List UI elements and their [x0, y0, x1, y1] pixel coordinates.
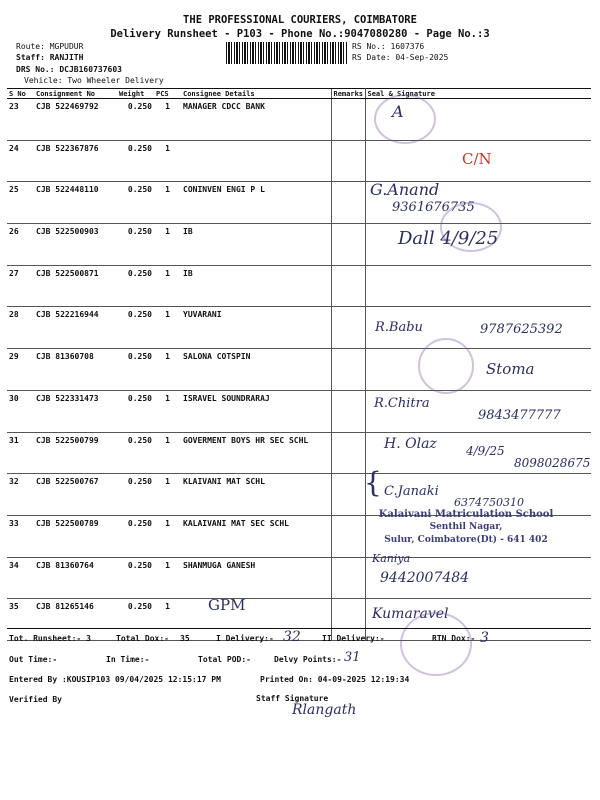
- school-stamp: [376, 508, 556, 547]
- cell-sno: 34: [7, 557, 34, 599]
- cell-sno: 30: [7, 390, 34, 432]
- col-pcs: PCS: [154, 89, 181, 99]
- cell-cno: CJB 522500789: [34, 515, 117, 557]
- cell-cno: CJB 522500767: [34, 474, 117, 516]
- table-header: [7, 89, 591, 99]
- entered-by: Entered By :KOUSIP103 09/04/2025 12:15:17 PM: [9, 675, 221, 684]
- row31-phone: 8098028675: [514, 456, 591, 470]
- row25-phone: 9361676735: [392, 200, 475, 215]
- col-remarks: Remarks: [331, 89, 365, 99]
- courier-stamp: [374, 94, 436, 144]
- cell-pcs: 1: [154, 557, 181, 599]
- table-row: [7, 224, 591, 266]
- cell-remarks: [331, 432, 365, 474]
- row23-signature: A: [392, 102, 404, 121]
- cell-consignee: YUVARANI: [181, 307, 331, 349]
- cell-remarks: [331, 140, 365, 182]
- verified-by: Verified By: [9, 695, 62, 704]
- delvy-points-label: Delvy Points:-: [274, 655, 342, 664]
- cell-pcs: 1: [154, 307, 181, 349]
- cell-weight: 0.250: [117, 557, 154, 599]
- table-row: [7, 182, 591, 224]
- cell-weight: 0.250: [117, 515, 154, 557]
- cell-consignee: IB: [181, 265, 331, 307]
- row26-signature: Dall 4/9/25: [398, 228, 499, 249]
- cell-consignee: IB: [181, 224, 331, 266]
- footer-stamp: [400, 612, 472, 676]
- barcode: [226, 42, 348, 64]
- cell-pcs: 1: [154, 432, 181, 474]
- col-seal-signature: Seal & Signature: [365, 89, 591, 99]
- i-delivery-value: 32: [283, 629, 301, 645]
- rs-date: RS Date: 04-Sep-2025: [352, 53, 449, 62]
- cell-consignee: SHANMUGA GANESH: [181, 557, 331, 599]
- ii-delivery-label: II Delivery:-: [322, 634, 385, 643]
- cell-sno: 23: [7, 99, 34, 141]
- cell-cno: CJB 522367876: [34, 140, 117, 182]
- cell-pcs: 1: [154, 515, 181, 557]
- cell-cno: CJB 522469792: [34, 99, 117, 141]
- row25-signature: G.Anand: [370, 180, 440, 199]
- row28-signature: R.Babu: [375, 320, 423, 335]
- row29-signature: Stoma: [486, 360, 535, 378]
- cell-remarks: [331, 307, 365, 349]
- cell-remarks: [331, 515, 365, 557]
- cell-pcs: 1: [154, 349, 181, 391]
- cell-remarks: [331, 390, 365, 432]
- cell-consignee: GOVERMENT BOYS HR SEC SCHL: [181, 432, 331, 474]
- cell-cno: CJB 522331473: [34, 390, 117, 432]
- cell-pcs: 1: [154, 182, 181, 224]
- cell-remarks: [331, 265, 365, 307]
- cell-consignee: ISRAVEL SOUNDRARAJ: [181, 390, 331, 432]
- cell-weight: 0.250: [117, 224, 154, 266]
- cell-sno: 33: [7, 515, 34, 557]
- school-stamp-line2: Senthil Nagar,: [429, 522, 503, 532]
- cell-consignee: KLAIVANI MAT SCHL: [181, 474, 331, 516]
- printed-on: Printed On: 04-09-2025 12:19:34: [260, 675, 410, 684]
- table-row: [7, 557, 591, 599]
- cell-consignee: SALONA COTSPIN: [181, 349, 331, 391]
- row24-cn: C/N: [462, 150, 492, 168]
- staff: Staff: RANJITH: [16, 53, 84, 62]
- row32-phone: 6374750310: [454, 496, 524, 509]
- cell-cno: CJB 522500871: [34, 265, 117, 307]
- vehicle: Vehicle: Two Wheeler Delivery: [24, 76, 164, 85]
- cell-weight: 0.250: [117, 432, 154, 474]
- cell-seal-signature: [365, 265, 591, 307]
- row35-gpm: GPM: [208, 596, 246, 614]
- cell-weight: 0.250: [117, 140, 154, 182]
- cell-weight: 0.250: [117, 265, 154, 307]
- cell-cno: CJB 81360708: [34, 349, 117, 391]
- i-delivery-label: I Delivery:-: [216, 634, 274, 643]
- cell-sno: 26: [7, 224, 34, 266]
- row32-signature: C.Janaki: [384, 484, 439, 499]
- cell-consignee: [181, 140, 331, 182]
- cell-sno: 28: [7, 307, 34, 349]
- in-time: In Time:-: [106, 655, 150, 664]
- cell-cno: CJB 522216944: [34, 307, 117, 349]
- cell-remarks: [331, 474, 365, 516]
- out-time: Out Time:-: [9, 655, 58, 664]
- route: Route: MGPUDUR: [16, 42, 84, 51]
- cell-pcs: 1: [154, 599, 181, 641]
- rtn-dox-label: RTN Dox:-: [432, 634, 476, 643]
- cell-remarks: [331, 224, 365, 266]
- company-title: THE PROFESSIONAL COURIERS, COIMBATORE: [183, 14, 417, 26]
- col-sno: S No: [7, 89, 34, 99]
- rs-number: RS No.: 1607376: [352, 42, 425, 51]
- cell-consignee: KALAIVANI MAT SEC SCHL: [181, 515, 331, 557]
- row31-date: 4/9/25: [466, 444, 505, 458]
- bracket-mark: {: [364, 466, 382, 499]
- school-stamp-line3: Sulur, Coimbatore(Dt) - 641 402: [384, 535, 548, 545]
- cell-pcs: 1: [154, 99, 181, 141]
- row34-name: Kaniya: [372, 552, 411, 565]
- cell-pcs: 1: [154, 390, 181, 432]
- col-consignee: Consignee Details: [181, 89, 331, 99]
- cell-sno: 27: [7, 265, 34, 307]
- cell-sno: 31: [7, 432, 34, 474]
- cell-consignee: MANAGER CDCC BANK: [181, 99, 331, 141]
- total-dox-label: Total Dox:-: [116, 634, 169, 643]
- total-dox-value: 35: [180, 634, 190, 643]
- cell-remarks: [331, 557, 365, 599]
- col-weight: Weight: [117, 89, 154, 99]
- cell-weight: 0.250: [117, 390, 154, 432]
- rtn-dox-value: 3: [480, 630, 489, 646]
- cell-cno: CJB 522500799: [34, 432, 117, 474]
- row30-signature: R.Chitra: [374, 396, 430, 411]
- row35-signature: Kumaravel: [372, 606, 449, 622]
- staff-signature: Rlangath: [292, 702, 357, 718]
- staff-signature-label: Staff Signature: [256, 694, 329, 703]
- cell-cno: CJB 522448110: [34, 182, 117, 224]
- cell-cno: CJB 522500903: [34, 224, 117, 266]
- col-consignment: Consignment No: [34, 89, 117, 99]
- cell-weight: 0.250: [117, 182, 154, 224]
- row34-phone: 9442007484: [380, 570, 470, 586]
- cell-sno: 25: [7, 182, 34, 224]
- cell-remarks: [331, 99, 365, 141]
- row31-signature: H. Olaz: [384, 436, 437, 452]
- cell-remarks: [331, 182, 365, 224]
- cell-cno: CJB 81265146: [34, 599, 117, 641]
- cell-sno: 24: [7, 140, 34, 182]
- delvy-points-value: 31: [344, 650, 361, 665]
- tot-runsheet: Tot. Runsheet:- 3: [9, 634, 91, 643]
- table-row: [7, 265, 591, 307]
- cell-consignee: CONINVEN ENGI P L: [181, 182, 331, 224]
- cell-remarks: [331, 349, 365, 391]
- cell-weight: 0.250: [117, 349, 154, 391]
- table-row: [7, 99, 591, 141]
- cell-pcs: 1: [154, 265, 181, 307]
- row30-phone: 9843477777: [478, 408, 561, 423]
- cell-weight: 0.250: [117, 474, 154, 516]
- cell-seal-signature: [365, 349, 591, 391]
- runsheet-subtitle: Delivery Runsheet - P103 - Phone No.:9047080280 - Page No.:3: [110, 28, 490, 40]
- table-row: [7, 140, 591, 182]
- cell-sno: 35: [7, 599, 34, 641]
- cell-pcs: 1: [154, 224, 181, 266]
- cell-weight: 0.250: [117, 99, 154, 141]
- drs-number: DRS No.: DCJB160737603: [16, 65, 122, 74]
- cell-sno: 29: [7, 349, 34, 391]
- school-stamp-line1: Kalaivani Matriculation School: [378, 509, 554, 520]
- cell-sno: 32: [7, 474, 34, 516]
- cell-pcs: 1: [154, 140, 181, 182]
- cell-weight: 0.250: [117, 599, 154, 641]
- cell-weight: 0.250: [117, 307, 154, 349]
- cell-cno: CJB 81360764: [34, 557, 117, 599]
- cell-pcs: 1: [154, 474, 181, 516]
- total-pod: Total POD:-: [198, 655, 251, 664]
- row28-phone: 9787625392: [480, 322, 563, 337]
- salona-stamp: [418, 338, 474, 394]
